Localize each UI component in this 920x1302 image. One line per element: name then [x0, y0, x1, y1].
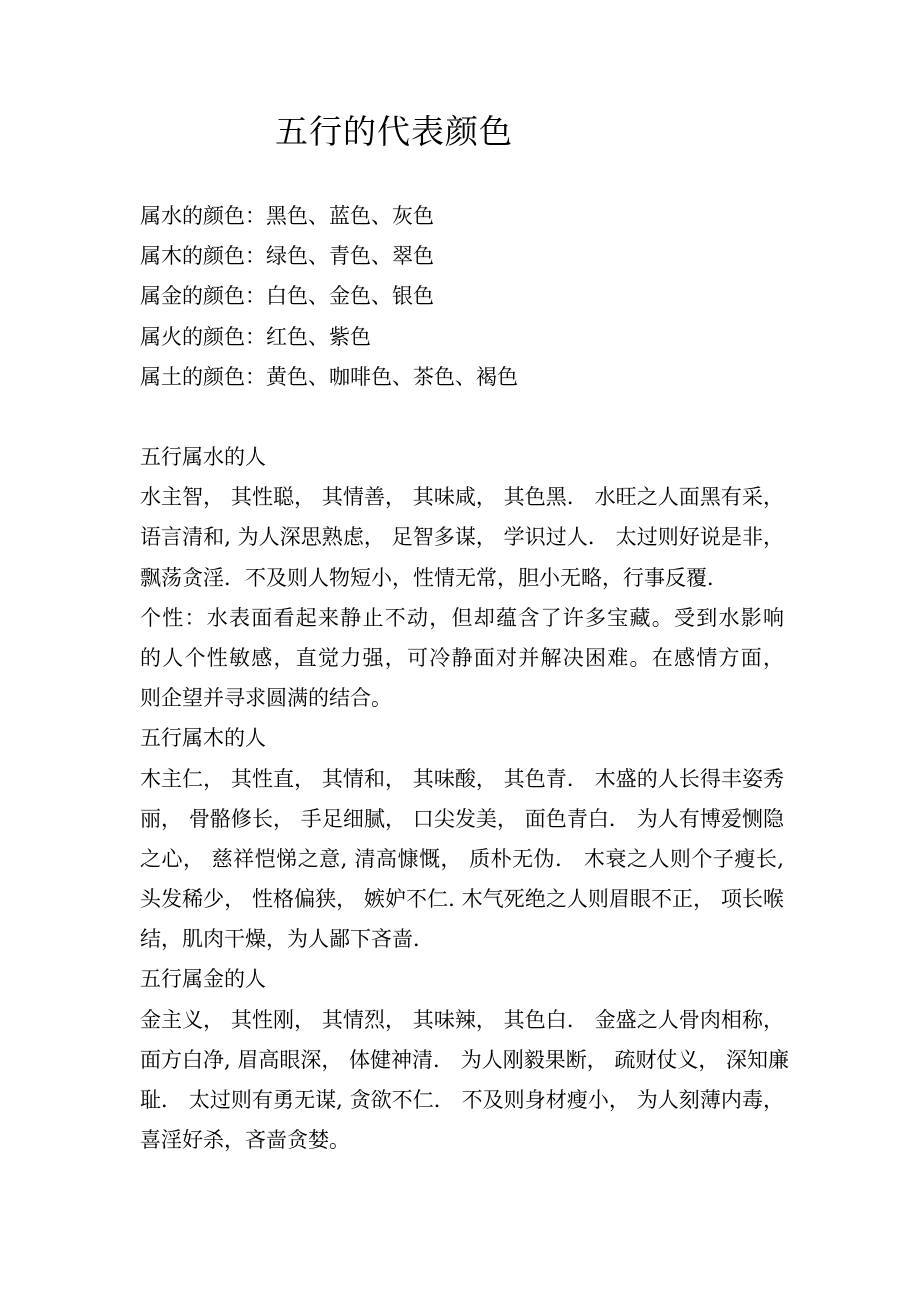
water-personality-line: 的人个性敏感，直觉力强，可冷静面对并解决困难。在感情方面， [140, 645, 784, 670]
water-color-line: 属水的颜色：黑色、蓝色、灰色 [140, 204, 434, 228]
five-elements-color-list [140, 196, 800, 397]
wood-section-heading: 五行属木的人 [140, 726, 266, 751]
water-text-line: 飘荡贪淫．不及则人物短小，性情无常，胆小无略，行事反覆． [140, 565, 728, 590]
metal-text-line: 喜淫好杀，吝啬贪婪。 [140, 1128, 350, 1153]
water-personality-line: 则企望并寻求圆满的结合。 [140, 686, 392, 711]
water-text-line: 语言清和, 为人深思熟虑， 足智多谋， 学识过人． 太过则好说是非， [140, 525, 784, 550]
wood-text-line: 头发稀少， 性格偏狭， 嫉妒不仁. 木气死绝之人则眉眼不正， 项长喉 [140, 887, 784, 912]
earth-color-line: 属土的颜色：黄色、咖啡色、茶色、褐色 [140, 364, 518, 389]
water-personality-line: 个性：水表面看起来静止不动，但却蕴含了许多宝藏。受到水影响 [140, 605, 784, 630]
wood-text-line: 丽， 骨骼修长， 手足细腻， 口尖发美， 面色青白． 为人有博爱恻隐 [140, 806, 784, 831]
document-title: 五行的代表颜色 [275, 112, 513, 151]
fire-color-line: 属火的颜色：红色、紫色 [140, 324, 371, 349]
wood-text-line: 木主仁， 其性直， 其情和， 其味酸， 其色青． 木盛的人长得丰姿秀 [140, 766, 784, 791]
wood-text-line: 结，肌肉干燥，为人鄙下吝啬． [140, 927, 434, 952]
water-section-heading: 五行属水的人 [140, 445, 266, 469]
wood-text-line: 之心， 慈祥恺悌之意, 清高慷慨， 质朴无伪． 木衰之人则个子瘦长, [140, 846, 784, 871]
water-text-line: 水主智， 其性聪， 其情善， 其味咸， 其色黑． 水旺之人面黑有采， [140, 485, 784, 510]
metal-text-line: 面方白净, 眉高眼深， 体健神清． 为人刚毅果断， 疏财仗义， 深知廉 [140, 1047, 790, 1072]
metal-section-heading: 五行属金的人 [140, 967, 266, 992]
personality-description [140, 437, 790, 1160]
wood-color-line: 属木的颜色：绿色、青色、翠色 [140, 244, 434, 269]
metal-color-line: 属金的颜色：白色、金色、银色 [140, 284, 434, 309]
metal-text-line: 金主义， 其性刚， 其情烈， 其味辣， 其色白． 金盛之人骨肉相称， [140, 1007, 784, 1032]
metal-text-line: 耻． 太过则有勇无谋, 贪欲不仁． 不及则身材瘦小， 为人刻薄内毒， [140, 1088, 784, 1112]
